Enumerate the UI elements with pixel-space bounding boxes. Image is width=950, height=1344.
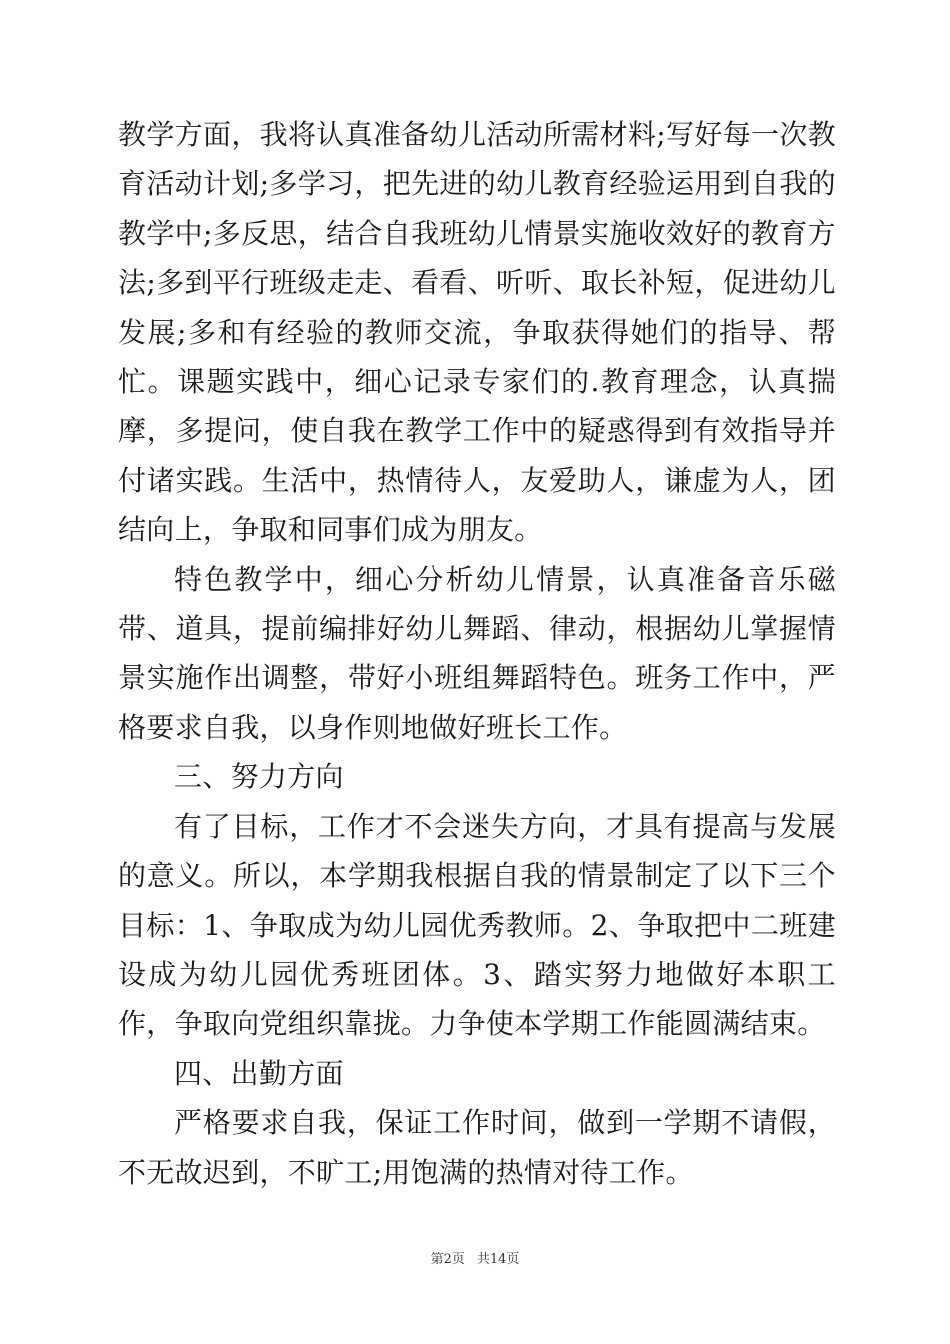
document-body (118, 110, 836, 1197)
page-number: 第2页 (430, 1252, 465, 1267)
paragraph-attendance: 严格要求自我，保证工作时间，做到一学期不请假，不无故迟到，不旷工;用饱满的热情对待工作。 (118, 1106, 836, 1189)
paragraph-teaching: 教学方面，我将认真准备幼儿活动所需材料;写好每一次教育活动计划;多学习，把先进的幼儿教育经验运用到自我的教学中;多反思，结合自我班幼儿情景实施收效好的教育方法;多到平行班级走走、看看、听听、取长补短，促进幼儿发展;多和有经验的教师交流，争取获得她们的指导、帮忙。课题实践中，细心记录专家们的.教育理念，认真揣摩，多提问，使自我在教学工作中的疑惑得到有效指导并付诸实践。生活中，热情待人，友爱助人，谦虚为人，团结向上，争取和同事们成为朋友。 (118, 118, 836, 547)
paragraph-special-teaching: 特色教学中，细心分析幼儿情景，认真准备音乐磁带、道具，提前编排好幼儿舞蹈、律动，根据幼儿掌握情景实施作出调整，带好小班组舞蹈特色。班务工作中，严格要求自我，以身作则地做好班长工作。 (118, 562, 836, 744)
page-footer (0, 1248, 950, 1267)
heading-effort-direction: 三、努力方向 (174, 760, 344, 794)
page-total: 共14页 (476, 1252, 520, 1267)
heading-attendance: 四、出勤方面 (174, 1056, 344, 1090)
paragraph-goals: 有了目标，工作才不会迷失方向，才具有提高与发展的意义。所以，本学期我根据自我的情景制定了以下三个目标：1、争取成为幼儿园优秀教师。2、争取把中二班建设成为幼儿园优秀班团体。3、踏实努力地做好本职工作，争取向党组织靠拢。力争使本学期工作能圆满结束。 (118, 809, 836, 1041)
